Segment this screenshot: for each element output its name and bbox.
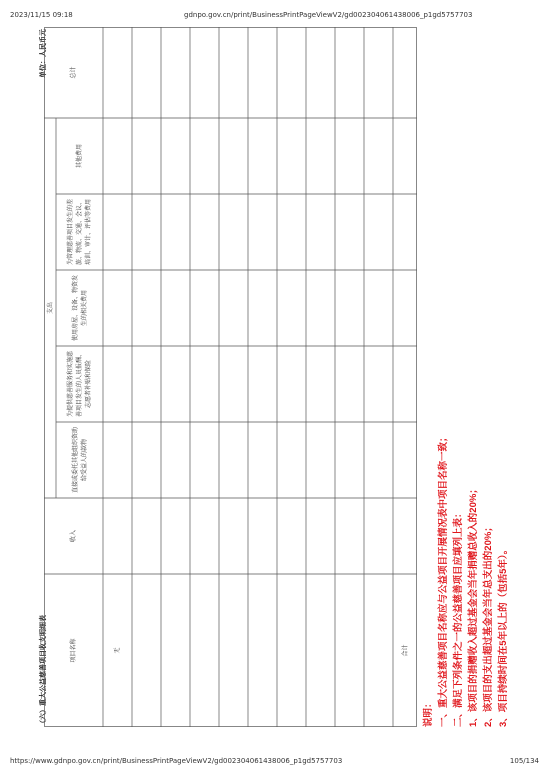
print-url-footer: https://www.gdnpo.gov.cn/print/BusinessPrintPageViewV2/gd002304061438006_p1gd5757703 [10, 757, 343, 765]
col-header-income: 收入 [70, 530, 77, 543]
note-line: 一、重大公益慈善项目名称应与公益项目开展情况表中项目名称一致； [438, 432, 449, 727]
col-header-direct-aid: 直接或委托其他组织资助给受益人的款物 [71, 427, 88, 494]
col-header-other: 其他费用 [76, 144, 83, 169]
table-title: （六）重大公益慈善项目收支明细表 [39, 615, 47, 727]
print-url-header: gdnpo.gov.cn/print/BusinessPrintPageViewV2/gd002304061438006_p1gd5757703 [184, 11, 473, 19]
col-header-project-name: 项目名称 [70, 638, 77, 663]
print-datetime: 2023/11/15 09:18 [10, 11, 73, 19]
total-row-label: 合计 [401, 644, 409, 657]
col-header-personnel: 为提供慈善服务和实施慈善项目发生的人员报酬、志愿者补贴和保险 [67, 351, 92, 418]
note-line: 二、满足下列条件之一的公益慈善项目应填列上表： [453, 508, 464, 727]
note-line: 3、项目持续时间在5年以上的（包括5年）。 [498, 544, 509, 727]
col-header-management: 为管理慈善项目发生的差旅、物流、交通、会议、培训、审计、评估等费用 [67, 199, 92, 266]
col-header-facilities: 使用房屋、设备、物资发生的相关费用 [71, 275, 88, 342]
expense-detail-table [44, 27, 417, 727]
currency-unit: 单位：人民币元 [39, 29, 47, 78]
row-1-project-name: 无 [114, 647, 121, 654]
notes-heading: 说明： [423, 698, 434, 727]
col-header-expense: 支出 [46, 302, 54, 315]
page-number: 105/134 [509, 757, 539, 765]
rotated-page-content [37, 27, 507, 727]
note-line: 1、该项目的捐赠收入超过基金会当年捐赠总收入的20%； [468, 484, 479, 727]
note-line: 2、该项目的支出超过基金会当年总支出的20%； [483, 522, 494, 727]
notes [421, 432, 511, 727]
col-header-total: 总计 [70, 66, 77, 79]
